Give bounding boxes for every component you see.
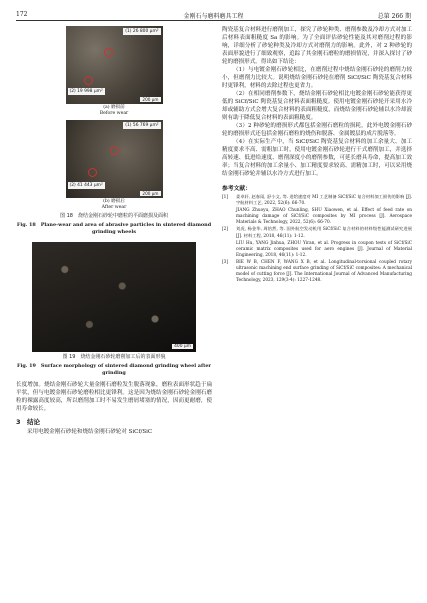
conclusion-item-3: （3）2 种砂轮的磨损形式都包括金刚石磨粒的损耗，此外电镀金刚石砂轮的磨损形式还包括金刚石磨粒的烧伤和脱落、金属镀层的成片脱落等。 [222, 123, 412, 137]
panel-b-area-label-2: (2) 41 443 μm² [69, 183, 103, 188]
conclusion-item-2: （2）在相同磨削参数下，烧结金刚石砂轮相比电镀金刚石砂轮能获得更低的 SiCf/SiC 陶瓷基复合材料表面粗糙度。使用电镀金刚石砂轮开采用水冷却或辅助方式会增大复合材料的表面粗糙度，而烧结金刚石砂轮辅以水冷却液则有助于降低复合材料的表面粗糙度。 [222, 91, 412, 121]
reference-item: JIANG Zhuoyu, ZHAO Chunling, SHU Xiaowen, et al. Effect of feed rate on machining damage of SiCf/SiC composites by MI process [J]. Aerospace Materials & Technology, 2022, 52(6): 66-70. [236, 208, 412, 226]
journal-title: 金刚石与磨料磨具工程 [183, 13, 244, 20]
figure18-panel-b [66, 120, 163, 198]
conclusion-intro-paragraph: 采用电镀金刚石砂轮和烧结金刚石砂轮对 SiCf/SiC [27, 429, 153, 435]
scale-bar: 200 μm [142, 97, 159, 102]
wear-marker [110, 146, 119, 155]
panel-a-subcaption: (a) 磨损前 Before wear [99, 105, 129, 116]
left-column [16, 26, 212, 436]
figure18-panel-a [66, 26, 163, 104]
references-list [222, 195, 412, 284]
right-column [222, 26, 412, 285]
panel-b-subcaption: (b) 磨损后 After wear [101, 199, 127, 210]
panel-a-area-label-1: (1) 26 800 μm² [125, 29, 159, 34]
reference-item: LIU Hu, YANG Jinhua, ZHOU Yiran, et al. Progress in coupon tests of SiCf/SiC ceramic matrix composites used for aero engines [J]. Journal of Material Engineering, 2018, 46(11): 1-12. [236, 240, 412, 258]
conclusion-item-1: （1）与电镀金刚石砂轮相比，在磨削过程中烧结金刚石砂轮的磨削力较小，但磨削力比较大。说明烧结金刚石砂轮在磨削 SiCf/SiC 陶瓷基复合材料时更锋利，材料的去除过程也更省力。 [222, 67, 412, 89]
header-rule [16, 20, 411, 21]
issue-number: 总第 266 期 [377, 13, 411, 20]
reference-item: [3] BIE W B, CHEN F, WANG X B, et al. Longitudinal-torsional coupled rotary ultrasonic machining end surface grinding of SiCf/SiC composites: A mechanical model of cutting force [J]. The International Journal of Advanced Manufacturing Technology, 2023, 129(3-4): 1227-1248. [222, 259, 412, 284]
right-body-paragraph: 陶瓷基复合材料进行磨削加工，探究了砂轮种类、磨削参数及冷却方式对加工后材料表面粗糙度 Sa 的影响。为了全面评估砂轮性能及其对磨削过程的影响，详细分析了砂轮种类及冷却方式对磨削力的影响。此外，对 2 种砂轮的表面形貌进行了细致观察，追踪了其金刚石磨粒的磨损情况，并深入探讨了砂轮的磨损形式。得出如下结论： [222, 27, 412, 65]
page-number: 172 [16, 11, 28, 18]
figure18-caption-cn: 图 18 烧结金刚石砂轮中磨粒的平面磨损及面积 [60, 213, 168, 219]
panel-a-area-label-2: (2) 19 998 μm² [69, 89, 103, 94]
scale-bar: 200 μm [142, 191, 159, 196]
wear-marker [84, 76, 93, 85]
wear-marker [88, 168, 97, 177]
references-heading: 参考文献： [222, 186, 251, 192]
left-body-paragraph: 长度增加。烧结金刚石砂轮大量金刚石磨粒发生脱落现象，磨粒表面形状趋于扁平状，但与电镀金刚石砂轮磨粒相比更锋利。这是因为烧结金刚石砂轮金刚石磨粒的裸露高度较高，所以磨削加工时不易发生磨屑堵塞的情况，因而更耐磨，使用寿命较长。 [16, 382, 212, 412]
figure19-image [32, 242, 196, 352]
figure19-caption-en: Fig. 19 Surface morphology of sintered diamond grinding wheel after grinding [16, 363, 212, 376]
scale-bar: 400 μm [174, 344, 191, 349]
section-title-conclusion: 3 结论 [16, 418, 41, 426]
panel-b-area-label-1: (1) 56 769 μm² [125, 123, 159, 128]
figure18-caption-en: Fig. 18 Plane-wear and area of abrasive particles in sintered diamond grinding wheels [16, 222, 212, 235]
wear-marker [104, 48, 113, 57]
reference-item: [2] 刘虎, 杨金华, 周怡然, 等. 国外航空发动机用 SiCf/SiC 复合材料的材料级性能测试研究进展 [J]. 材料工程, 2018, 46(11): 1-12. [222, 227, 412, 239]
reference-item: [1] 姜卓轩, 赵春雨, 舒小文, 等. 进给速度对 MI 工艺制备 SiCf/SiC 复合材料加工损伤的影响 [J]. 宇航材料工艺, 2022, 52(6): 66-70. [222, 195, 412, 207]
conclusion-item-4: （4）在实际生产中，当 SiCf/SiC 陶瓷基复合材料的加工余量大、加工精度要求不高、需粗加工时，使用电镀金刚石砂轮进行干式磨削加工，并选择高转速、低进给速度、磨削深度小的磨削参数，可延长磨具寿命，提高加工效率；当复合材料的加工余量小、加工精度要求较高、需精加工时，可以采用烧结金刚石砂轮并辅以水冷方式进行加工。 [222, 139, 412, 177]
figure19-caption-cn: 图 19 烧结金刚石砂轮磨削加工后的表面形貌 [62, 354, 166, 360]
